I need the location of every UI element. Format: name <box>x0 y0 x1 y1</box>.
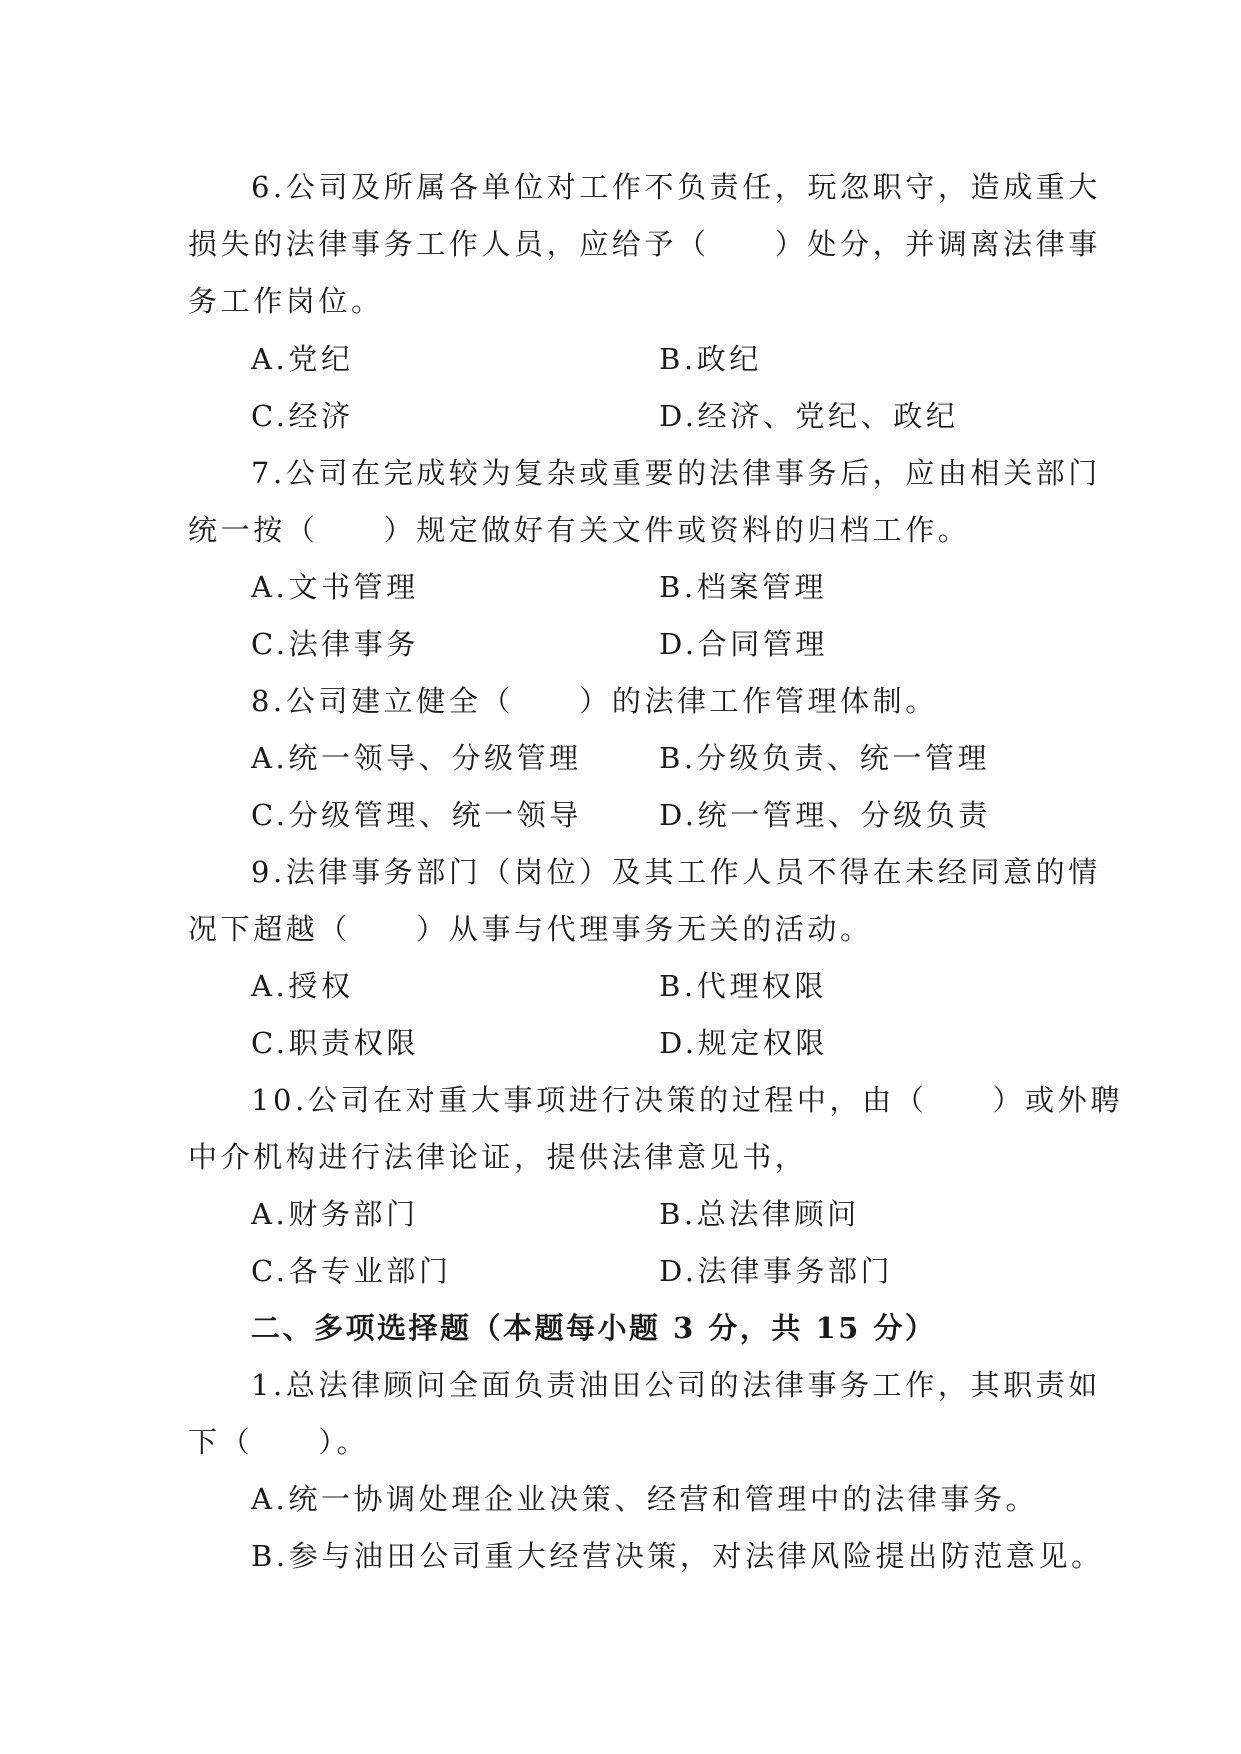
option-row <box>0 388 1241 444</box>
option-b: B.分级负责、统一管理 <box>659 741 991 775</box>
option-line <box>0 1528 1241 1584</box>
option-a: A.文书管理 <box>251 570 419 604</box>
question-text: 10.公司在对重大事项进行决策的过程中，由（ ）或外聘 <box>251 1083 1123 1117</box>
option-b: B.档案管理 <box>659 570 828 604</box>
option-a: A.党纪 <box>251 342 354 376</box>
question-text: 中介机构进行法律论证，提供法律意见书， <box>188 1140 808 1174</box>
question-text: 况下超越（ ）从事与代理事务无关的活动。 <box>188 912 873 946</box>
section-heading: 二、多项选择题（本题每小题 3 分，共 15 分） <box>251 1311 937 1345</box>
option-a: A.授权 <box>251 969 354 1003</box>
option-row <box>0 331 1241 387</box>
option-d: D.经济、党纪、政纪 <box>659 399 959 433</box>
option-c: C.经济 <box>251 399 354 433</box>
option-c: C.法律事务 <box>251 627 419 661</box>
option-c: C.职责权限 <box>251 1026 419 1060</box>
option-d: D.规定权限 <box>659 1026 829 1060</box>
option-c: C.分级管理、统一领导 <box>251 798 582 832</box>
question-text: 8.公司建立健全（ ）的法律工作管理体制。 <box>251 684 938 718</box>
option-row <box>0 1186 1241 1242</box>
question-text: 下（ ）。 <box>188 1425 370 1459</box>
question-text: 务工作岗位。 <box>188 284 384 318</box>
option-b: B.政纪 <box>659 342 762 376</box>
option-line <box>0 1471 1241 1527</box>
option-d: D.合同管理 <box>659 627 829 661</box>
option-b: B.代理权限 <box>659 969 828 1003</box>
option-a: A.财务部门 <box>251 1197 419 1231</box>
question-text: 统一按（ ）规定做好有关文件或资料的归档工作。 <box>188 513 971 547</box>
option-b: B.参与油田公司重大经营决策，对法律风险提出防范意见。 <box>251 1539 1104 1573</box>
option-row <box>0 958 1241 1014</box>
option-a: A.统一协调处理企业决策、经营和管理中的法律事务。 <box>251 1482 1039 1516</box>
option-row <box>0 1243 1241 1299</box>
question-text: 损失的法律事务工作人员，应给予（ ）处分，并调离法律事 <box>188 227 1101 261</box>
option-row <box>0 787 1241 843</box>
option-b: B.总法律顾问 <box>659 1197 860 1231</box>
option-row <box>0 559 1241 615</box>
question-text: 6.公司及所属各单位对工作不负责任，玩忽职守，造成重大 <box>251 170 1101 204</box>
option-d: D.统一管理、分级负责 <box>659 798 992 832</box>
option-c: C.各专业部门 <box>251 1254 452 1288</box>
option-row <box>0 1015 1241 1071</box>
option-a: A.统一领导、分级管理 <box>251 741 582 775</box>
option-row <box>0 730 1241 786</box>
question-text: 1.总法律顾问全面负责油田公司的法律事务工作，其职责如 <box>251 1368 1101 1402</box>
option-d: D.法律事务部门 <box>659 1254 894 1288</box>
option-row <box>0 616 1241 672</box>
question-text: 7.公司在完成较为复杂或重要的法律事务后，应由相关部门 <box>251 456 1101 490</box>
question-text: 9.法律事务部门（岗位）及其工作人员不得在未经同意的情 <box>251 855 1101 889</box>
